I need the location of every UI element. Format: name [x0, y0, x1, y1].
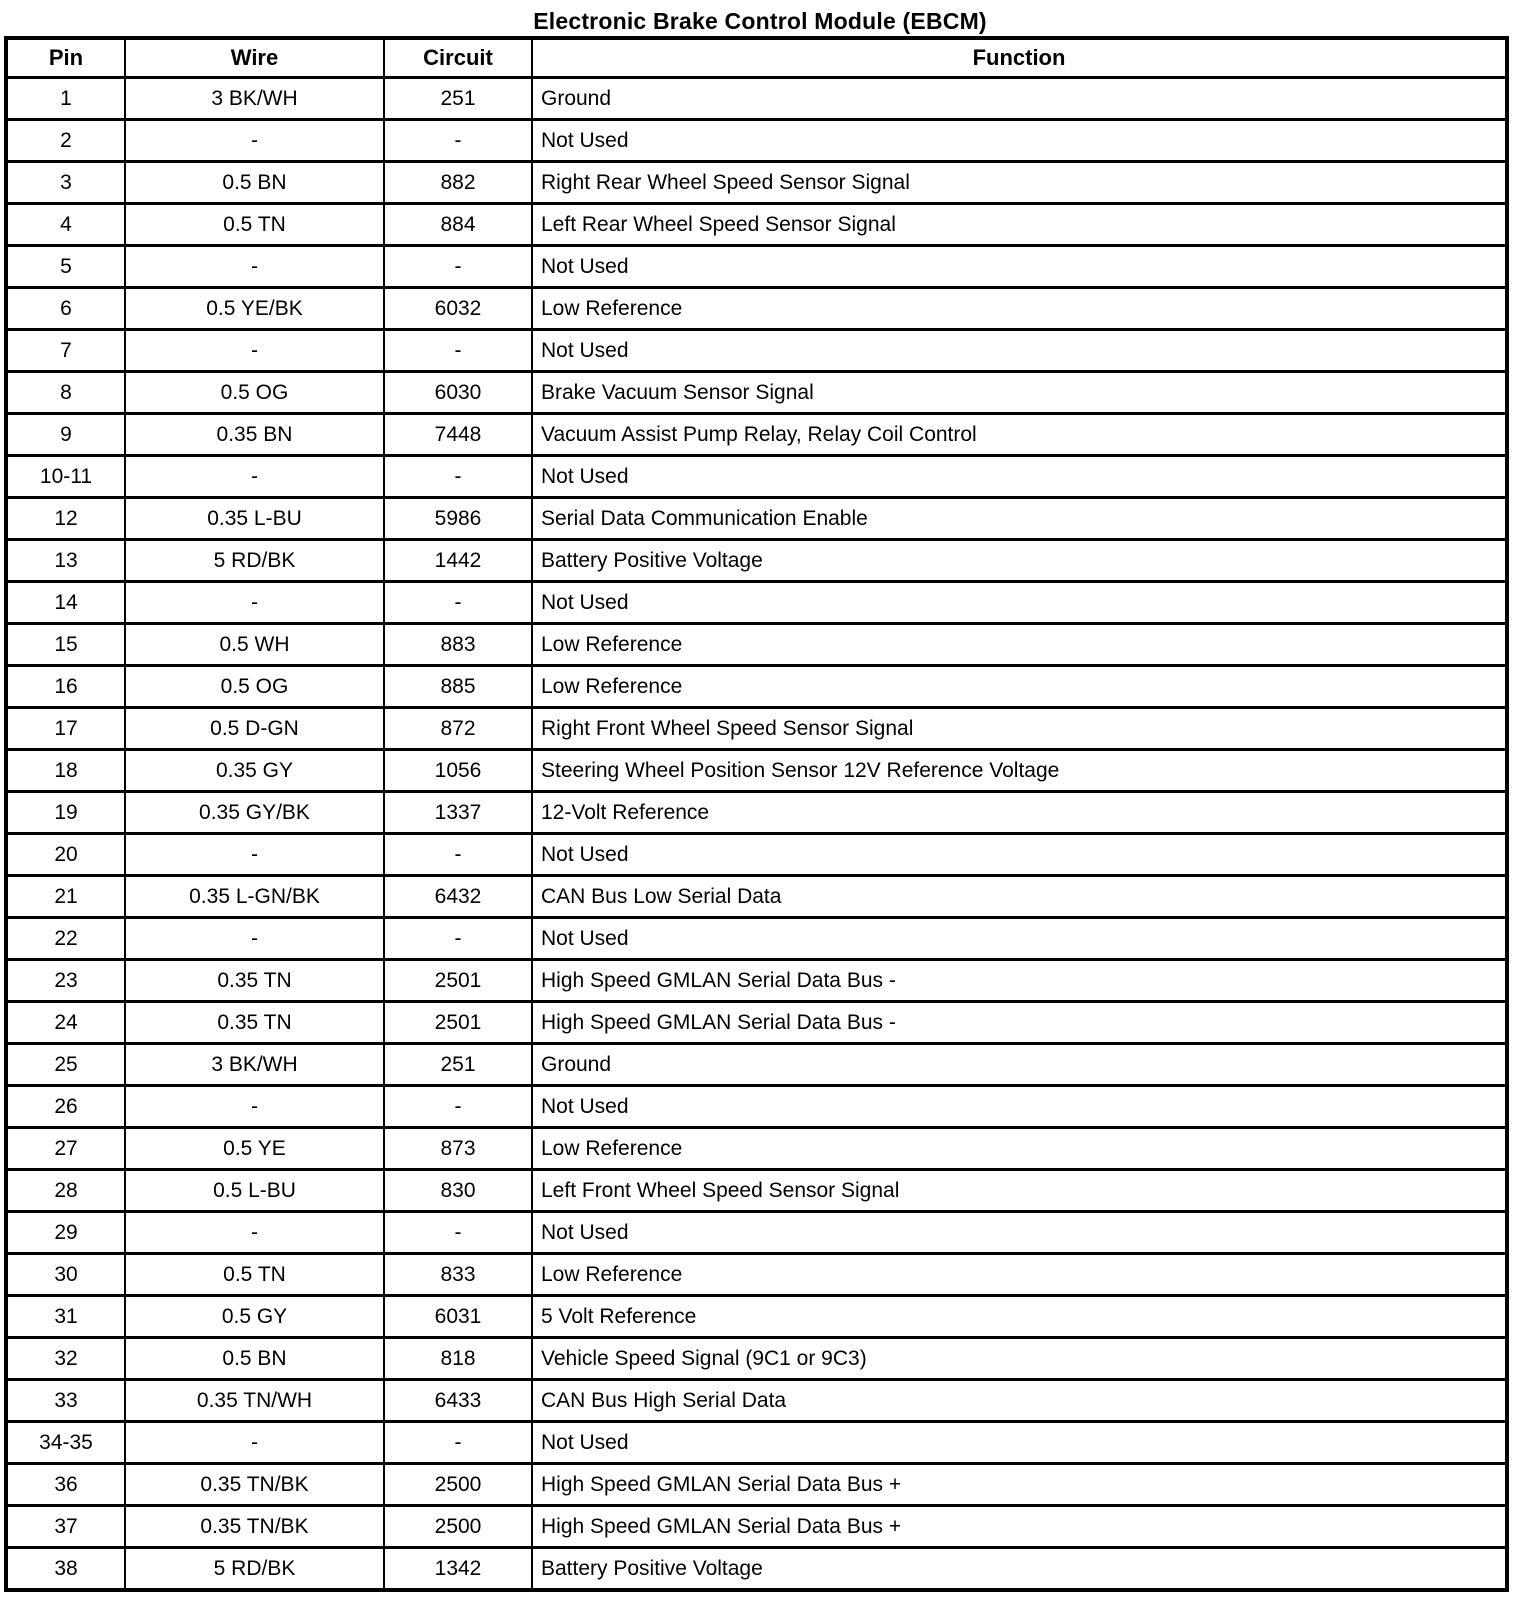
function-cell: Ground: [532, 1044, 1507, 1086]
table-row: [6, 918, 1507, 960]
circuit-cell: 882: [384, 162, 532, 204]
wire-cell: 0.35 TN/BK: [125, 1506, 384, 1548]
wire-cell: 0.5 BN: [125, 162, 384, 204]
wire-cell: -: [125, 918, 384, 960]
table-row: [6, 792, 1507, 834]
wire-cell: 3 BK/WH: [125, 1044, 384, 1086]
wire-cell: 5 RD/BK: [125, 540, 384, 582]
table-row: [6, 1002, 1507, 1044]
pin-cell: 15: [6, 624, 125, 666]
function-cell: Low Reference: [532, 288, 1507, 330]
table-row: [6, 960, 1507, 1002]
pin-cell: 4: [6, 204, 125, 246]
pin-cell: 17: [6, 708, 125, 750]
pin-cell: 18: [6, 750, 125, 792]
wire-cell: 0.5 TN: [125, 204, 384, 246]
table-row: [6, 498, 1507, 540]
function-cell: Not Used: [532, 120, 1507, 162]
page-title: Electronic Brake Control Module (EBCM): [533, 8, 987, 34]
circuit-cell: 873: [384, 1128, 532, 1170]
column-header-pin: Pin: [6, 38, 125, 78]
column-header-function: Function: [532, 38, 1507, 78]
table-row: [6, 120, 1507, 162]
wire-cell: -: [125, 582, 384, 624]
pin-cell: 19: [6, 792, 125, 834]
pin-cell: 20: [6, 834, 125, 876]
function-cell: Not Used: [532, 330, 1507, 372]
circuit-cell: 1442: [384, 540, 532, 582]
circuit-cell: -: [384, 918, 532, 960]
wire-cell: 0.5 WH: [125, 624, 384, 666]
function-cell: Not Used: [532, 1212, 1507, 1254]
wire-cell: 0.5 BN: [125, 1338, 384, 1380]
pin-cell: 37: [6, 1506, 125, 1548]
pin-cell: 7: [6, 330, 125, 372]
table-row: [6, 1548, 1507, 1591]
circuit-cell: 2501: [384, 1002, 532, 1044]
circuit-cell: 872: [384, 708, 532, 750]
circuit-cell: 2501: [384, 960, 532, 1002]
function-cell: Steering Wheel Position Sensor 12V Reference Voltage: [532, 750, 1507, 792]
wire-cell: 0.35 BN: [125, 414, 384, 456]
pin-cell: 38: [6, 1548, 125, 1591]
function-cell: Right Front Wheel Speed Sensor Signal: [532, 708, 1507, 750]
function-cell: Ground: [532, 78, 1507, 120]
wire-cell: 0.5 GY: [125, 1296, 384, 1338]
circuit-cell: 7448: [384, 414, 532, 456]
circuit-cell: -: [384, 456, 532, 498]
wire-cell: 0.35 TN/BK: [125, 1464, 384, 1506]
pin-cell: 27: [6, 1128, 125, 1170]
wire-cell: 0.35 TN: [125, 1002, 384, 1044]
circuit-cell: 2500: [384, 1464, 532, 1506]
function-cell: Vehicle Speed Signal (9C1 or 9C3): [532, 1338, 1507, 1380]
wire-cell: 0.35 TN: [125, 960, 384, 1002]
wire-cell: -: [125, 834, 384, 876]
pin-cell: 22: [6, 918, 125, 960]
function-cell: Not Used: [532, 834, 1507, 876]
wire-cell: 0.35 TN/WH: [125, 1380, 384, 1422]
table-row: [6, 288, 1507, 330]
table-row: [6, 1338, 1507, 1380]
pin-cell: 14: [6, 582, 125, 624]
wire-cell: 0.35 L-GN/BK: [125, 876, 384, 918]
circuit-cell: 818: [384, 1338, 532, 1380]
pin-cell: 34-35: [6, 1422, 125, 1464]
table-row: [6, 204, 1507, 246]
function-cell: Not Used: [532, 246, 1507, 288]
circuit-cell: 1342: [384, 1548, 532, 1591]
circuit-cell: -: [384, 1086, 532, 1128]
wire-cell: 0.5 D-GN: [125, 708, 384, 750]
function-cell: Right Rear Wheel Speed Sensor Signal: [532, 162, 1507, 204]
circuit-cell: -: [384, 1422, 532, 1464]
table-row: [6, 582, 1507, 624]
function-cell: High Speed GMLAN Serial Data Bus +: [532, 1506, 1507, 1548]
table-row: [6, 246, 1507, 288]
circuit-cell: -: [384, 582, 532, 624]
wire-cell: 0.5 YE: [125, 1128, 384, 1170]
wire-cell: -: [125, 1422, 384, 1464]
table-row: [6, 1086, 1507, 1128]
circuit-cell: 883: [384, 624, 532, 666]
wire-cell: 5 RD/BK: [125, 1548, 384, 1591]
table-row: [6, 1506, 1507, 1548]
function-cell: Left Front Wheel Speed Sensor Signal: [532, 1170, 1507, 1212]
table-row: [6, 540, 1507, 582]
pin-cell: 16: [6, 666, 125, 708]
pin-cell: 10-11: [6, 456, 125, 498]
function-cell: Not Used: [532, 918, 1507, 960]
function-cell: Not Used: [532, 456, 1507, 498]
pin-cell: 5: [6, 246, 125, 288]
function-cell: Not Used: [532, 582, 1507, 624]
table-row: [6, 1254, 1507, 1296]
pin-cell: 26: [6, 1086, 125, 1128]
function-cell: Serial Data Communication Enable: [532, 498, 1507, 540]
function-cell: 12-Volt Reference: [532, 792, 1507, 834]
table-row: [6, 624, 1507, 666]
circuit-cell: 884: [384, 204, 532, 246]
table-row: [6, 708, 1507, 750]
circuit-cell: 1337: [384, 792, 532, 834]
pin-cell: 8: [6, 372, 125, 414]
wire-cell: 0.5 L-BU: [125, 1170, 384, 1212]
pin-cell: 29: [6, 1212, 125, 1254]
circuit-cell: 251: [384, 1044, 532, 1086]
function-cell: Not Used: [532, 1086, 1507, 1128]
circuit-cell: 6031: [384, 1296, 532, 1338]
header-row: [6, 38, 1507, 78]
pin-cell: 36: [6, 1464, 125, 1506]
wire-cell: 0.5 OG: [125, 666, 384, 708]
wire-cell: 0.35 GY: [125, 750, 384, 792]
function-cell: CAN Bus Low Serial Data: [532, 876, 1507, 918]
pin-cell: 23: [6, 960, 125, 1002]
wire-cell: 0.35 GY/BK: [125, 792, 384, 834]
table-row: [6, 750, 1507, 792]
pin-cell: 32: [6, 1338, 125, 1380]
function-cell: CAN Bus High Serial Data: [532, 1380, 1507, 1422]
table-row: [6, 1212, 1507, 1254]
function-cell: 5 Volt Reference: [532, 1296, 1507, 1338]
pin-cell: 9: [6, 414, 125, 456]
column-header-circuit: Circuit: [384, 38, 532, 78]
function-cell: Vacuum Assist Pump Relay, Relay Coil Control: [532, 414, 1507, 456]
function-cell: Not Used: [532, 1422, 1507, 1464]
table-row: [6, 1044, 1507, 1086]
wire-cell: -: [125, 330, 384, 372]
circuit-cell: 1056: [384, 750, 532, 792]
circuit-cell: 6030: [384, 372, 532, 414]
function-cell: Low Reference: [532, 624, 1507, 666]
wire-cell: 3 BK/WH: [125, 78, 384, 120]
circuit-cell: 6433: [384, 1380, 532, 1422]
circuit-cell: 251: [384, 78, 532, 120]
pin-cell: 6: [6, 288, 125, 330]
circuit-cell: 885: [384, 666, 532, 708]
table-row: [6, 834, 1507, 876]
pin-cell: 1: [6, 78, 125, 120]
wire-cell: -: [125, 1086, 384, 1128]
ebcm-pinout-table: [4, 36, 1509, 1592]
table-row: [6, 78, 1507, 120]
wire-cell: 0.35 L-BU: [125, 498, 384, 540]
table-row: [6, 414, 1507, 456]
table-row: [6, 876, 1507, 918]
wire-cell: -: [125, 1212, 384, 1254]
function-cell: High Speed GMLAN Serial Data Bus +: [532, 1464, 1507, 1506]
function-cell: Low Reference: [532, 666, 1507, 708]
table-row: [6, 162, 1507, 204]
pin-cell: 13: [6, 540, 125, 582]
pin-cell: 30: [6, 1254, 125, 1296]
function-cell: Low Reference: [532, 1254, 1507, 1296]
circuit-cell: -: [384, 330, 532, 372]
circuit-cell: -: [384, 834, 532, 876]
pin-cell: 3: [6, 162, 125, 204]
pin-cell: 21: [6, 876, 125, 918]
table-row: [6, 1422, 1507, 1464]
circuit-cell: -: [384, 120, 532, 162]
circuit-cell: 833: [384, 1254, 532, 1296]
pin-cell: 24: [6, 1002, 125, 1044]
wire-cell: -: [125, 246, 384, 288]
circuit-cell: 6432: [384, 876, 532, 918]
table-row: [6, 1128, 1507, 1170]
table-row: [6, 1170, 1507, 1212]
column-header-wire: Wire: [125, 38, 384, 78]
wire-cell: 0.5 TN: [125, 1254, 384, 1296]
function-cell: High Speed GMLAN Serial Data Bus -: [532, 960, 1507, 1002]
table-body: [6, 78, 1507, 1591]
table-row: [6, 1296, 1507, 1338]
pin-cell: 33: [6, 1380, 125, 1422]
circuit-cell: -: [384, 246, 532, 288]
pin-cell: 28: [6, 1170, 125, 1212]
function-cell: Brake Vacuum Sensor Signal: [532, 372, 1507, 414]
wire-cell: -: [125, 120, 384, 162]
pin-cell: 12: [6, 498, 125, 540]
table-row: [6, 666, 1507, 708]
circuit-cell: -: [384, 1212, 532, 1254]
function-cell: Left Rear Wheel Speed Sensor Signal: [532, 204, 1507, 246]
table-row: [6, 372, 1507, 414]
table-row: [6, 330, 1507, 372]
table-row: [6, 1380, 1507, 1422]
wire-cell: 0.5 YE/BK: [125, 288, 384, 330]
circuit-cell: 2500: [384, 1506, 532, 1548]
pin-cell: 2: [6, 120, 125, 162]
function-cell: Low Reference: [532, 1128, 1507, 1170]
pin-cell: 31: [6, 1296, 125, 1338]
function-cell: Battery Positive Voltage: [532, 1548, 1507, 1591]
circuit-cell: 830: [384, 1170, 532, 1212]
function-cell: High Speed GMLAN Serial Data Bus -: [532, 1002, 1507, 1044]
table-row: [6, 1464, 1507, 1506]
circuit-cell: 5986: [384, 498, 532, 540]
function-cell: Battery Positive Voltage: [532, 540, 1507, 582]
table-row: [6, 456, 1507, 498]
pin-cell: 25: [6, 1044, 125, 1086]
circuit-cell: 6032: [384, 288, 532, 330]
wire-cell: -: [125, 456, 384, 498]
wire-cell: 0.5 OG: [125, 372, 384, 414]
